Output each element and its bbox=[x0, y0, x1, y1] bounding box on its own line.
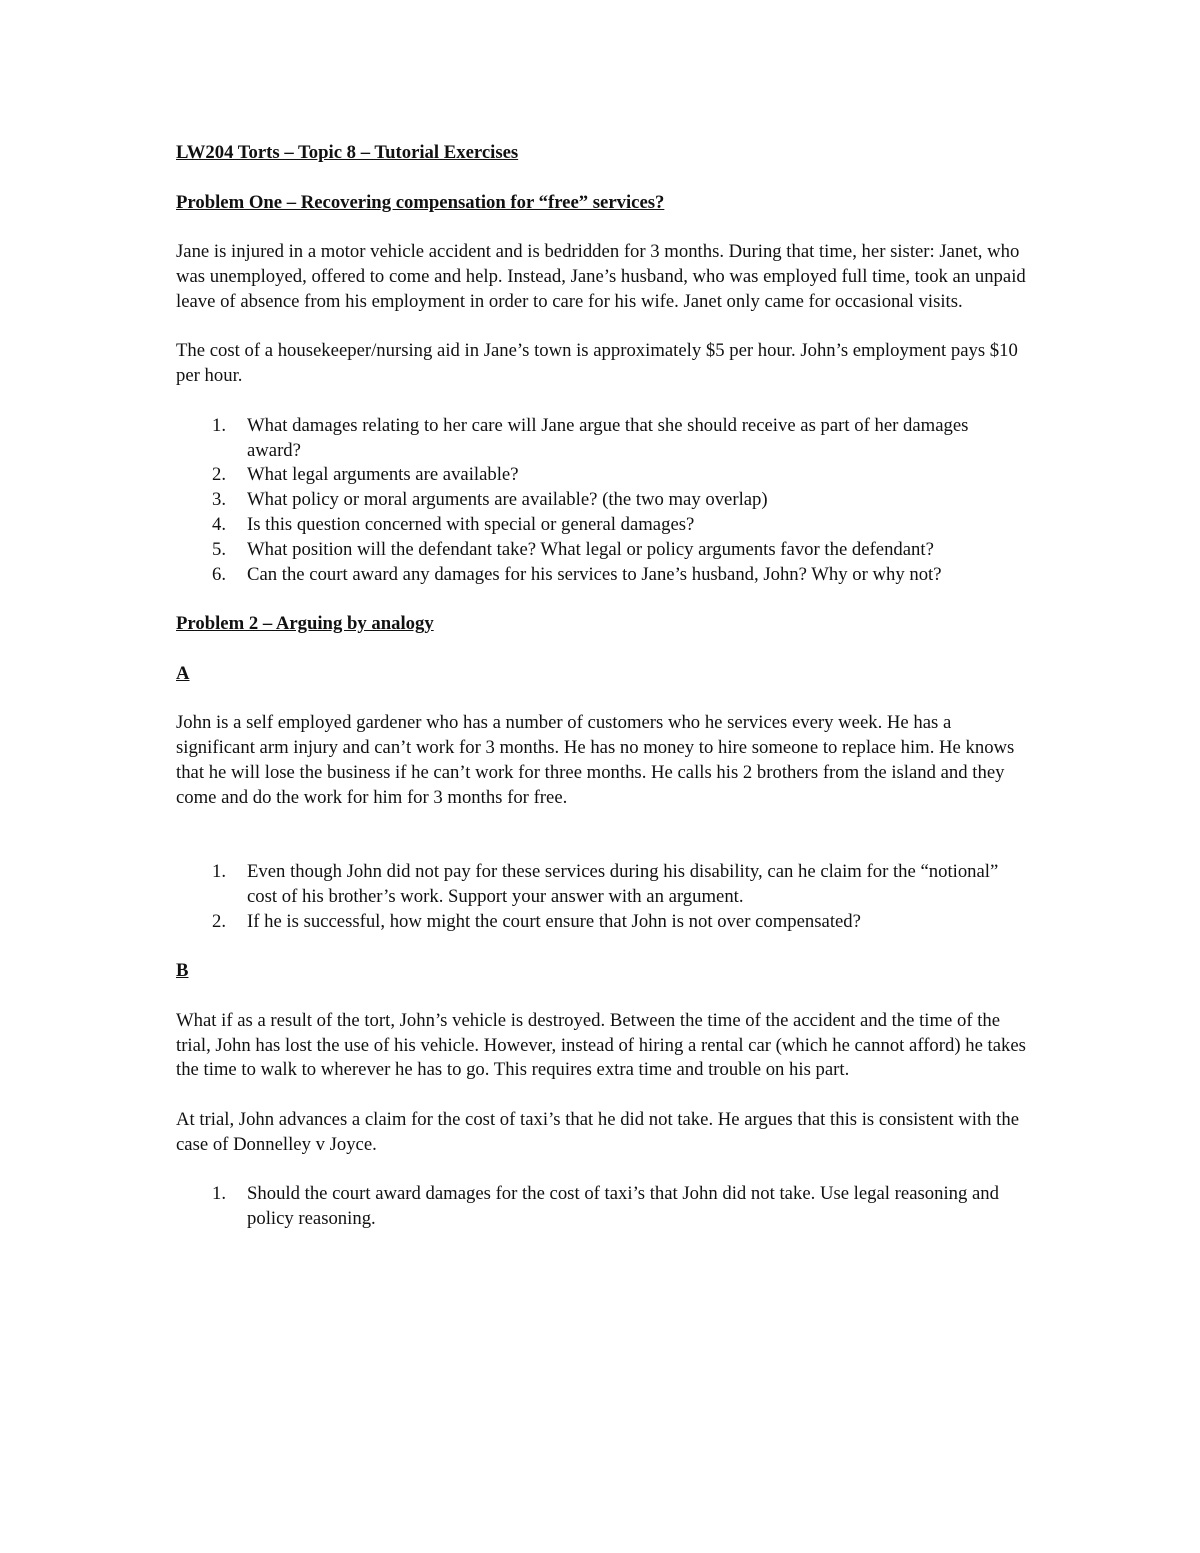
part-b-question-list bbox=[176, 1182, 1026, 1232]
question-item bbox=[176, 463, 1026, 488]
question-text: What policy or moral arguments are available? (the two may overlap) bbox=[247, 489, 768, 511]
question-item bbox=[176, 488, 1026, 513]
part-b-paragraph-1: What if as a result of the tort, John’s vehicle is destroyed. Between the time of the accident and the time of the trial, John has lost the use of his vehicle. However, instead of hiring a rental car (which he cannot afford) he takes the time to walk to wherever he has to go. This requires extra time and trouble on his part. bbox=[176, 1009, 1026, 1081]
question-item bbox=[176, 910, 1026, 935]
question-item bbox=[176, 563, 1026, 588]
part-a-paragraph: John is a self employed gardener who has a number of customers who he services every week. He has a significant arm injury and can’t work for 3 months. He has no money to hire someone to replace him. He knows that he will lose the business if he can’t work for three months. He calls his 2 brothers from the island and they come and do the work for him for 3 months for free. bbox=[176, 712, 1015, 808]
question-text: Should the court award damages for the cost of taxi’s that John did not take. Use legal reasoning and policy reasoning. bbox=[247, 1183, 999, 1230]
question-text: Can the court award any damages for his services to Jane’s husband, John? Why or why not? bbox=[247, 563, 942, 585]
problem-one-question-list bbox=[176, 414, 1026, 588]
problem-one-paragraph-2: The cost of a housekeeper/nursing aid in Jane’s town is approximately $5 per hour. John’s employment pays $10 per hour. bbox=[176, 340, 1018, 387]
question-item bbox=[176, 860, 1026, 910]
problem-one-paragraph-1: Jane is injured in a motor vehicle accident and is bedridden for 3 months. During that time, her sister: Janet, who was unemployed, offered to come and help. Instead, Jane’s husband, who was employed full time, took an unpaid leave of absence from his employment in order to care for his wife. Janet only came for occasional visits. bbox=[176, 241, 1026, 312]
question-text: If he is successful, how might the court ensure that John is not over compensated? bbox=[247, 910, 861, 932]
question-number: 6. bbox=[212, 563, 227, 585]
question-item bbox=[176, 414, 1026, 464]
question-number: 4. bbox=[212, 513, 227, 535]
part-a-label: A bbox=[176, 662, 190, 684]
question-text: What position will the defendant take? What legal or policy arguments favor the defendant? bbox=[247, 538, 934, 560]
question-number: 3. bbox=[212, 489, 227, 511]
problem-two-heading: Problem 2 – Arguing by analogy bbox=[176, 613, 434, 635]
question-number: 5. bbox=[212, 538, 227, 560]
document-title: LW204 Torts – Topic 8 – Tutorial Exercises bbox=[176, 142, 519, 163]
document-page bbox=[176, 141, 1026, 1232]
part-b-label: B bbox=[176, 960, 189, 982]
question-item bbox=[176, 513, 1026, 538]
part-a-question-list bbox=[176, 860, 1026, 934]
question-number: 1. bbox=[212, 1183, 227, 1205]
question-item bbox=[176, 1182, 1026, 1232]
part-b-paragraph-2: At trial, John advances a claim for the cost of taxi’s that he did not take. He argues that this is consistent with the case of Donnelley v Joyce. bbox=[176, 1109, 1019, 1155]
question-number: 2. bbox=[212, 464, 227, 486]
question-number: 1. bbox=[212, 414, 227, 436]
question-number: 2. bbox=[212, 910, 227, 932]
question-text: What legal arguments are available? bbox=[247, 464, 519, 486]
question-item bbox=[176, 538, 1026, 563]
question-text: Even though John did not pay for these services during his disability, can he claim for the “notional” cost of his brother’s work. Support your answer with an argument. bbox=[247, 861, 999, 907]
question-text: Is this question concerned with special or general damages? bbox=[247, 513, 695, 535]
question-number: 1. bbox=[212, 861, 227, 883]
question-text: What damages relating to her care will Jane argue that she should receive as part of her damages award? bbox=[247, 414, 969, 461]
problem-one-heading: Problem One – Recovering compensation for “free” services? bbox=[176, 191, 665, 213]
